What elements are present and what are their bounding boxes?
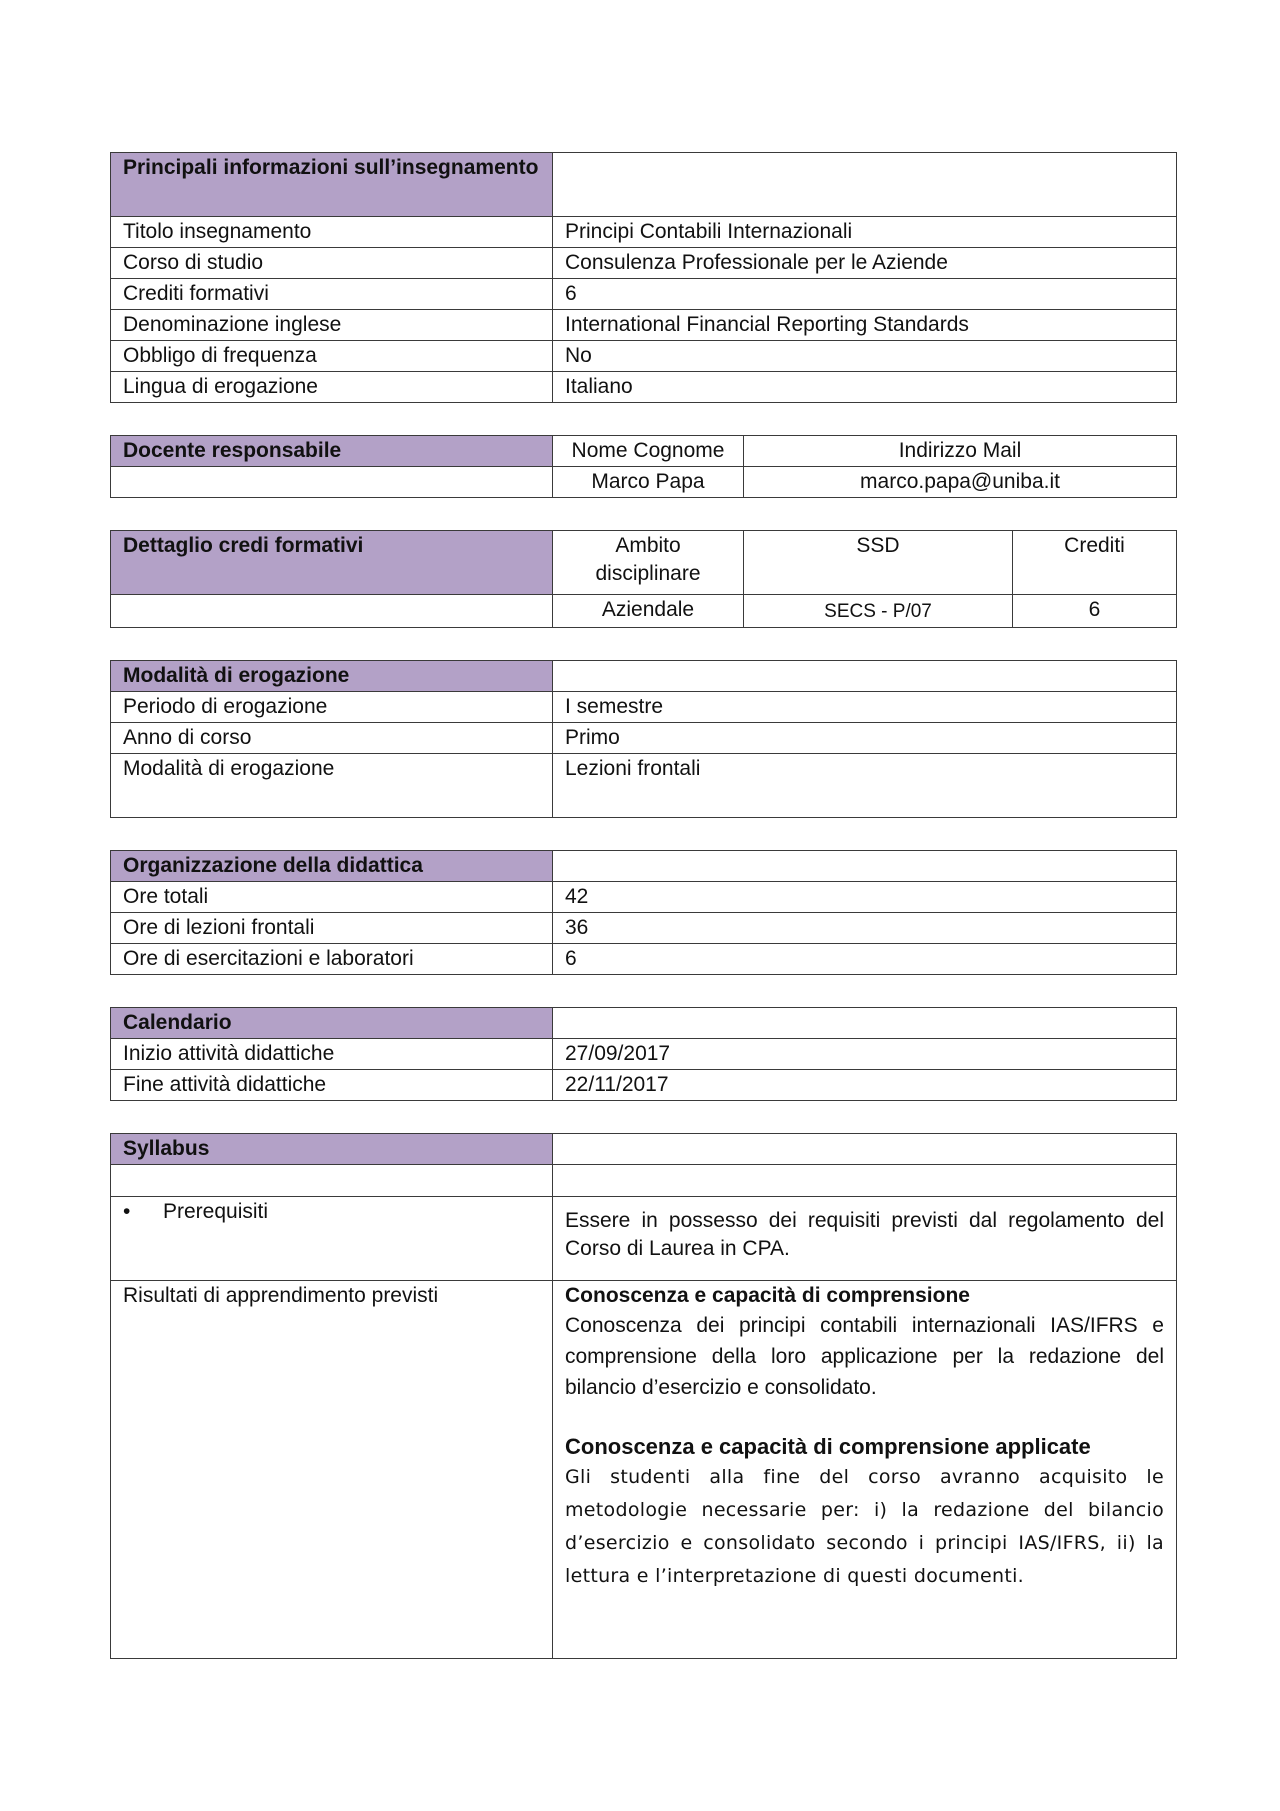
calendario-header-empty (553, 1008, 1177, 1039)
modalita-header-empty (553, 661, 1177, 692)
organizzazione-value: 36 (553, 913, 1177, 944)
info-table (110, 152, 1177, 403)
syllabus-header: Syllabus (111, 1134, 553, 1165)
crediti-value: 6 (1013, 595, 1177, 628)
info-label: Titolo insegnamento (111, 217, 553, 248)
prereq-label: Prerequisiti (163, 1200, 269, 1223)
docente-name: Marco Papa (553, 467, 744, 498)
info-value: Italiano (553, 372, 1177, 403)
modalita-value: Lezioni frontali (553, 754, 1177, 818)
info-value: No (553, 341, 1177, 372)
modalita-label: Modalità di erogazione (111, 754, 553, 818)
col-ssd: SSD (744, 531, 1013, 595)
col-ambito: Ambito disciplinare (553, 531, 744, 595)
prereq-label-cell (111, 1197, 553, 1281)
crediti-empty (111, 595, 553, 628)
modalita-header: Modalità di erogazione (111, 661, 553, 692)
modalita-table (110, 660, 1177, 818)
info-header: Principali informazioni sull’insegnamento (111, 153, 553, 217)
col-nome-cognome: Nome Cognome (553, 436, 744, 467)
calendario-label: Inizio attività didattiche (111, 1039, 553, 1070)
organizzazione-header: Organizzazione della didattica (111, 851, 553, 882)
modalita-label: Anno di corso (111, 723, 553, 754)
calendario-table (110, 1007, 1177, 1101)
conoscenza-title: Conoscenza e capacità di comprensione (565, 1284, 970, 1307)
syllabus-document (110, 152, 1176, 1659)
info-value: International Financial Reporting Standards (553, 310, 1177, 341)
risultati-label: Risultati di apprendimento previsti (111, 1281, 553, 1659)
info-value: Consulenza Professionale per le Aziende (553, 248, 1177, 279)
ambito-value: Aziendale (553, 595, 744, 628)
info-label: Obbligo di frequenza (111, 341, 553, 372)
modalita-value: I semestre (553, 692, 1177, 723)
info-label: Lingua di erogazione (111, 372, 553, 403)
col-crediti: Crediti (1013, 531, 1177, 595)
applicate-text: Gli studenti alla fine del corso avranno acquisito le metodologie necessarie per: i) la redazione del bilancio d’esercizio e consolidato secondo i principi IAS/IFRS, ii) la lettura e l’interpretazione di questi documenti. (565, 1466, 1164, 1587)
organizzazione-label: Ore di lezioni frontali (111, 913, 553, 944)
ssd-value: SECS - P/07 (744, 595, 1013, 628)
info-label: Denominazione inglese (111, 310, 553, 341)
calendario-header: Calendario (111, 1008, 553, 1039)
organizzazione-table (110, 850, 1177, 975)
bullet-icon: • (123, 1200, 131, 1223)
col-indirizzo-mail: Indirizzo Mail (744, 436, 1177, 467)
docente-table (110, 435, 1177, 498)
calendario-value: 27/09/2017 (553, 1039, 1177, 1070)
info-value: Principi Contabili Internazionali (553, 217, 1177, 248)
modalita-value: Primo (553, 723, 1177, 754)
calendario-label: Fine attività didattiche (111, 1070, 553, 1101)
info-value: 6 (553, 279, 1177, 310)
crediti-header: Dettaglio credi formativi (111, 531, 553, 595)
syllabus-empty-right (553, 1165, 1177, 1197)
docente-header: Docente responsabile (111, 436, 553, 467)
docente-mail: marco.papa@uniba.it (744, 467, 1177, 498)
syllabus-header-empty (553, 1134, 1177, 1165)
info-header-empty (553, 153, 1177, 217)
organizzazione-value: 6 (553, 944, 1177, 975)
crediti-table (110, 530, 1177, 628)
organizzazione-value: 42 (553, 882, 1177, 913)
organizzazione-header-empty (553, 851, 1177, 882)
docente-empty (111, 467, 553, 498)
calendario-value: 22/11/2017 (553, 1070, 1177, 1101)
organizzazione-label: Ore totali (111, 882, 553, 913)
applicate-title: Conoscenza e capacità di comprensione applicate (565, 1434, 1091, 1459)
info-label: Corso di studio (111, 248, 553, 279)
info-label: Crediti formativi (111, 279, 553, 310)
conoscenza-text: Conoscenza dei principi contabili internazionali IAS/IFRS e comprensione della loro applicazione per la redazione del bilancio d’esercizio e consolidato. (565, 1314, 1164, 1399)
prereq-text: Essere in possesso dei requisiti previsti dal regolamento del Corso di Laurea in CPA. (553, 1197, 1177, 1281)
modalita-label: Periodo di erogazione (111, 692, 553, 723)
risultati-content (553, 1281, 1177, 1659)
syllabus-table (110, 1133, 1177, 1659)
syllabus-empty-left (111, 1165, 553, 1197)
organizzazione-label: Ore di esercitazioni e laboratori (111, 944, 553, 975)
